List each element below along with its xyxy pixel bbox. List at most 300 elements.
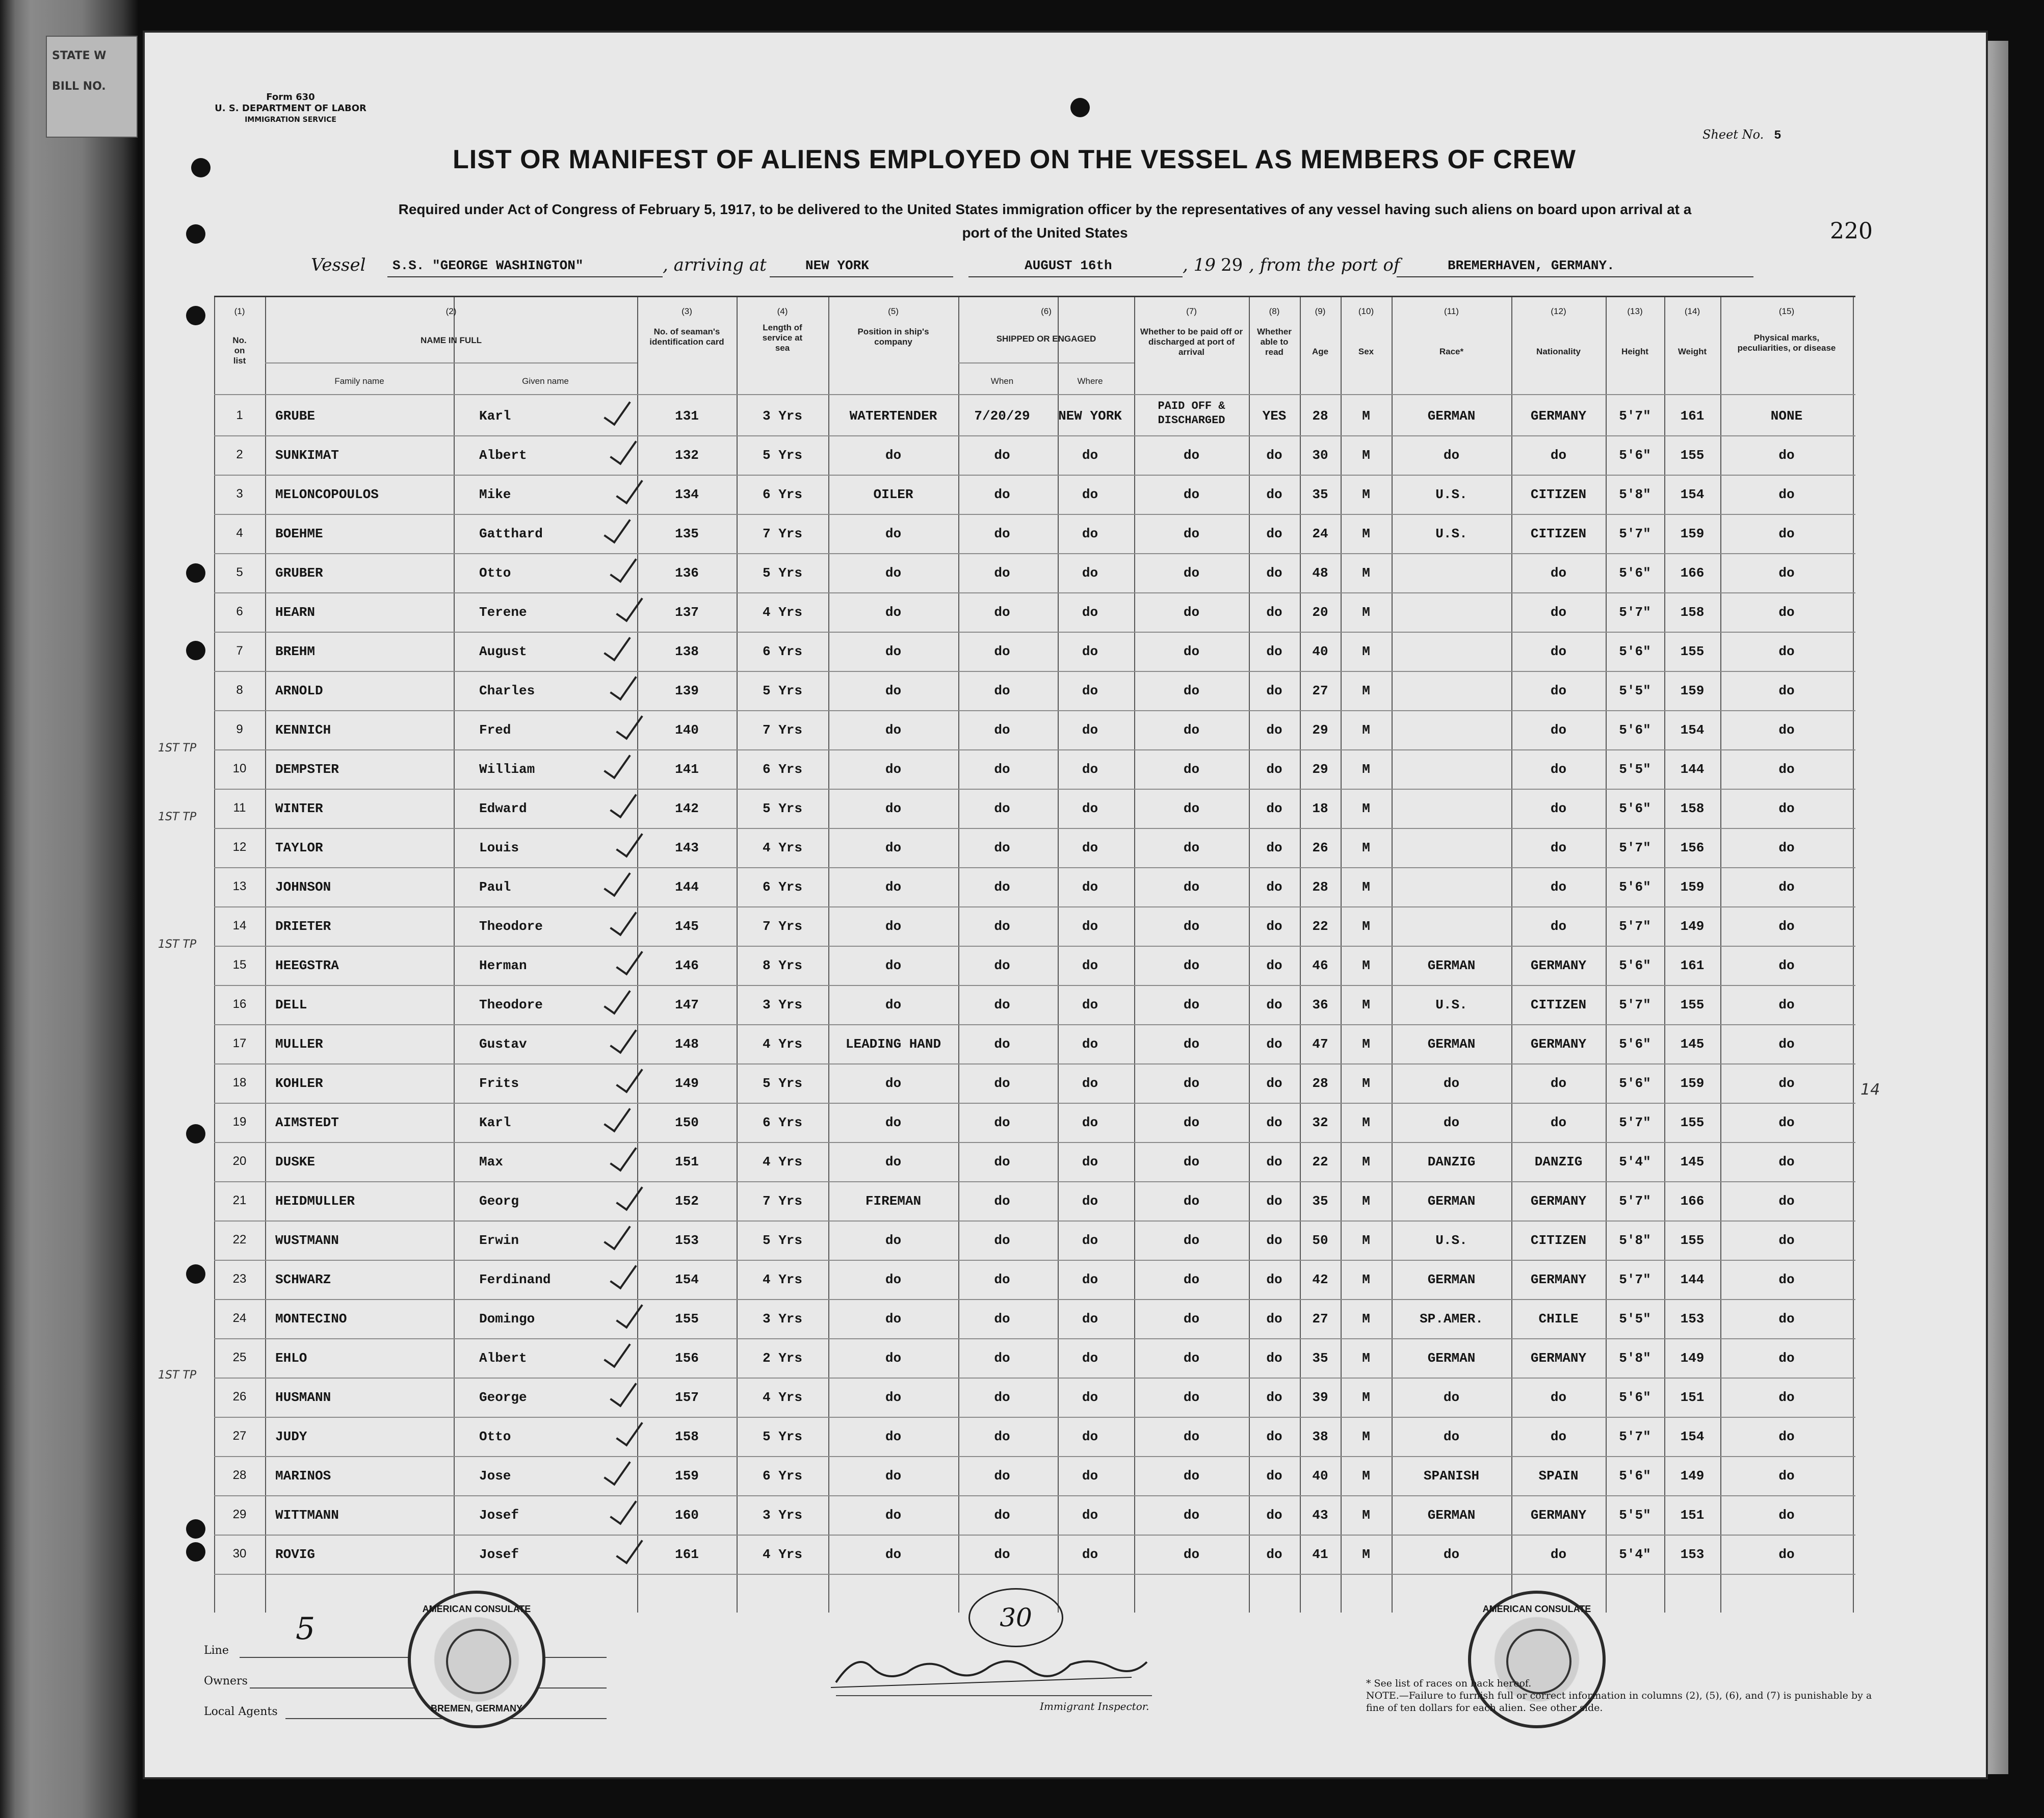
shipped-when-cell: do <box>994 1115 1010 1130</box>
family-name-cell: MULLER <box>275 1036 323 1052</box>
shipped-where-cell: do <box>1082 1036 1098 1052</box>
position-cell: do <box>885 1429 902 1444</box>
race-cell: GERMAN <box>1427 1272 1476 1287</box>
shipped-when-cell: do <box>994 801 1010 816</box>
nationality-cell: CITIZEN <box>1530 997 1587 1012</box>
family-name-cell: EHLO <box>275 1350 307 1366</box>
age-cell: 40 <box>1312 644 1328 659</box>
check-mark-icon <box>608 551 638 587</box>
able-to-read-cell: do <box>1266 487 1282 502</box>
row-number-cell: 29 <box>232 1508 247 1521</box>
position-cell: do <box>885 1508 902 1523</box>
height-cell: 5'6" <box>1619 448 1651 463</box>
nationality-cell: do <box>1550 840 1567 855</box>
header-able-to-read: Whether able to read <box>1257 327 1292 357</box>
shipped-where-cell: do <box>1082 879 1098 895</box>
weight-cell: 159 <box>1680 879 1705 895</box>
length-of-service-cell: 8 Yrs <box>762 958 802 973</box>
paid-off-cell: do <box>1183 487 1200 502</box>
shipped-when-cell: do <box>994 1429 1010 1444</box>
able-to-read-cell: do <box>1266 1154 1282 1170</box>
nationality-cell: do <box>1550 879 1567 895</box>
weight-cell: 154 <box>1680 487 1705 502</box>
check-mark-icon <box>601 1101 632 1136</box>
id-card-number-cell: 145 <box>675 919 699 934</box>
margin-note-row-14: 1ST TP <box>158 938 197 951</box>
given-name-cell: Albert <box>479 448 527 463</box>
nationality-cell: do <box>1550 762 1567 777</box>
shipped-when-cell: do <box>994 1272 1010 1287</box>
length-of-service-cell: 5 Yrs <box>762 1429 802 1444</box>
height-cell: 5'6" <box>1619 644 1651 659</box>
given-name-cell: Theodore <box>479 919 543 934</box>
family-name-cell: DELL <box>275 997 307 1012</box>
family-name-cell: JUDY <box>275 1429 307 1444</box>
id-card-number-cell: 134 <box>675 487 699 502</box>
vessel-name: S.S. "GEORGE WASHINGTON" <box>392 258 584 273</box>
weight-cell: 155 <box>1680 997 1705 1012</box>
col-num-8: (8) <box>1269 306 1280 316</box>
table-row <box>214 750 1855 790</box>
family-name-cell: BREHM <box>275 644 316 659</box>
able-to-read-cell: YES <box>1262 408 1287 424</box>
nationality-cell: CITIZEN <box>1530 526 1587 541</box>
col-num-14: (14) <box>1684 306 1700 316</box>
race-cell: GERMAN <box>1427 1508 1476 1523</box>
punch-hole <box>1070 98 1090 117</box>
race-cell: do <box>1443 1390 1460 1405</box>
sex-cell: M <box>1362 997 1370 1012</box>
row-number-cell: 5 <box>236 565 243 579</box>
paid-off-cell: do <box>1183 526 1200 541</box>
header-bottom-rule <box>214 394 1855 395</box>
weight-cell: 145 <box>1680 1036 1705 1052</box>
height-cell: 5'8" <box>1619 487 1651 502</box>
shipped-where-cell: do <box>1082 1311 1098 1327</box>
col-num-13: (13) <box>1627 306 1643 316</box>
margin-note-row-25: 1ST TP <box>158 1369 197 1382</box>
height-cell: 5'7" <box>1619 997 1651 1012</box>
physical-marks-cell: do <box>1778 722 1795 738</box>
id-card-number-cell: 160 <box>675 1508 699 1523</box>
check-mark-icon <box>608 433 638 469</box>
position-cell: do <box>885 958 902 973</box>
able-to-read-cell: do <box>1266 1311 1282 1327</box>
sex-cell: M <box>1362 1547 1370 1562</box>
shipped-when-cell: do <box>994 997 1010 1012</box>
punch-hole <box>186 224 205 244</box>
nationality-cell: CITIZEN <box>1530 487 1587 502</box>
nationality-cell: CHILE <box>1538 1311 1579 1327</box>
table-row <box>214 1025 1855 1064</box>
binder-spine <box>0 0 138 1818</box>
punch-hole <box>186 1124 205 1144</box>
check-mark-icon <box>614 590 644 626</box>
row-number-cell: 14 <box>232 919 247 932</box>
check-mark-icon <box>601 1454 632 1490</box>
shipped-when-cell: do <box>994 683 1010 698</box>
header-family-name: Family name <box>334 376 384 386</box>
able-to-read-cell: do <box>1266 448 1282 463</box>
sex-cell: M <box>1362 1233 1370 1248</box>
height-cell: 5'7" <box>1619 605 1651 620</box>
id-card-number-cell: 161 <box>675 1547 699 1562</box>
family-name-cell: HUSMANN <box>275 1390 331 1405</box>
family-name-cell: JOHNSON <box>275 879 331 895</box>
weight-cell: 156 <box>1680 840 1705 855</box>
id-card-number-cell: 151 <box>675 1154 699 1170</box>
race-cell: do <box>1443 1429 1460 1444</box>
height-cell: 5'7" <box>1619 1429 1651 1444</box>
id-card-number-cell: 158 <box>675 1429 699 1444</box>
weight-cell: 153 <box>1680 1547 1705 1562</box>
nationality-cell: GERMANY <box>1530 1350 1587 1366</box>
page-number: 220 <box>1830 218 1873 244</box>
sex-cell: M <box>1362 605 1370 620</box>
able-to-read-cell: do <box>1266 1233 1282 1248</box>
vessel-line <box>306 255 1835 280</box>
vessel-label: Vessel <box>311 255 366 275</box>
table-row <box>214 633 1855 672</box>
family-name-cell: ROVIG <box>275 1547 316 1562</box>
age-cell: 29 <box>1312 722 1328 738</box>
footnote-races: * See list of races on back hereof. <box>1366 1678 1532 1689</box>
row-number-cell: 17 <box>232 1036 247 1050</box>
table-row <box>214 593 1855 633</box>
length-of-service-cell: 6 Yrs <box>762 1115 802 1130</box>
position-cell: do <box>885 1390 902 1405</box>
given-name-cell: William <box>479 762 535 777</box>
age-cell: 22 <box>1312 1154 1328 1170</box>
age-cell: 22 <box>1312 919 1328 934</box>
header-physical-marks: Physical marks, peculiarities, or disease <box>1737 333 1836 353</box>
physical-marks-cell: do <box>1778 605 1795 620</box>
nationality-cell: do <box>1550 683 1567 698</box>
physical-marks-cell: do <box>1778 958 1795 973</box>
header-where: Where <box>1077 376 1103 386</box>
family-name-cell: KOHLER <box>275 1076 323 1091</box>
row-number-cell: 1 <box>236 408 243 422</box>
id-card-number-cell: 144 <box>675 879 699 895</box>
nationality-cell: do <box>1550 605 1567 620</box>
length-of-service-cell: 5 Yrs <box>762 565 802 581</box>
table-row <box>214 1457 1855 1496</box>
from-label: , from the port of <box>1249 255 1400 275</box>
id-card-number-cell: 154 <box>675 1272 699 1287</box>
table-row <box>214 790 1855 829</box>
given-name-cell: Albert <box>479 1350 527 1366</box>
id-card-number-cell: 159 <box>675 1468 699 1484</box>
col-num-10: (10) <box>1358 306 1374 316</box>
id-card-number-cell: 132 <box>675 448 699 463</box>
weight-cell: 155 <box>1680 448 1705 463</box>
height-cell: 5'5" <box>1619 683 1651 698</box>
check-mark-icon <box>608 904 638 940</box>
position-cell: do <box>885 1233 902 1248</box>
shipped-where-cell: do <box>1082 1390 1098 1405</box>
family-name-cell: KENNICH <box>275 722 331 738</box>
position-cell: do <box>885 1115 902 1130</box>
id-card-number-cell: 135 <box>675 526 699 541</box>
check-mark-icon <box>601 512 632 548</box>
age-cell: 40 <box>1312 1468 1328 1484</box>
given-name-cell: Josef <box>479 1508 519 1523</box>
paid-off-cell: do <box>1183 722 1200 738</box>
header-when: When <box>990 376 1014 386</box>
family-name-cell: HEIDMULLER <box>275 1193 355 1209</box>
table-row <box>214 1261 1855 1300</box>
position-cell: do <box>885 1272 902 1287</box>
row-number-cell: 30 <box>232 1547 247 1561</box>
sex-cell: M <box>1362 487 1370 502</box>
weight-cell: 149 <box>1680 1350 1705 1366</box>
paid-off-cell: do <box>1183 1115 1200 1130</box>
shipped-where-cell: do <box>1082 565 1098 581</box>
sex-cell: M <box>1362 526 1370 541</box>
col-num-11: (11) <box>1444 306 1459 316</box>
nationality-cell: do <box>1550 801 1567 816</box>
form-number: Form 630 <box>266 92 315 102</box>
family-name-cell: WITTMANN <box>275 1508 339 1523</box>
able-to-read-cell: do <box>1266 526 1282 541</box>
position-cell: FIREMAN <box>865 1193 922 1209</box>
length-of-service-cell: 6 Yrs <box>762 644 802 659</box>
height-cell: 5'6" <box>1619 1076 1651 1091</box>
shipped-when-cell: do <box>994 840 1010 855</box>
age-cell: 46 <box>1312 958 1328 973</box>
physical-marks-cell: do <box>1778 997 1795 1012</box>
row-number-cell: 6 <box>236 605 243 618</box>
id-card-number-cell: 147 <box>675 997 699 1012</box>
nationality-cell: SPAIN <box>1538 1468 1579 1484</box>
weight-cell: 161 <box>1680 958 1705 973</box>
paid-off-cell: do <box>1183 1429 1200 1444</box>
check-mark-icon <box>614 473 644 508</box>
table-row <box>214 1379 1855 1418</box>
shipped-when-cell: do <box>994 1390 1010 1405</box>
physical-marks-cell: do <box>1778 487 1795 502</box>
weight-cell: 151 <box>1680 1508 1705 1523</box>
nationality-cell: do <box>1550 1547 1567 1562</box>
id-card-number-cell: 156 <box>675 1350 699 1366</box>
shipped-where-cell: do <box>1082 1154 1098 1170</box>
shipped-when-cell: do <box>994 1233 1010 1248</box>
vessel-name-underline <box>387 276 663 277</box>
length-of-service-cell: 4 Yrs <box>762 1390 802 1405</box>
table-row <box>214 436 1855 476</box>
shipped-when-cell: do <box>994 1154 1010 1170</box>
family-name-cell: MONTECINO <box>275 1311 347 1327</box>
shipped-where-cell: do <box>1082 644 1098 659</box>
footnotes <box>1366 1677 1876 1714</box>
shipped-when-cell: do <box>994 448 1010 463</box>
race-cell: GERMAN <box>1427 958 1476 973</box>
shipped-where-cell: do <box>1082 1429 1098 1444</box>
arrival-year: 29 <box>1221 255 1243 275</box>
paid-off-cell: do <box>1183 1036 1200 1052</box>
sheet-label: Sheet No. <box>1702 127 1764 142</box>
able-to-read-cell: do <box>1266 997 1282 1012</box>
arrival-date: AUGUST 16th <box>1025 258 1112 273</box>
sheet-number <box>1702 127 1781 143</box>
position-cell: do <box>885 683 902 698</box>
nationality-cell: GERMANY <box>1530 1193 1587 1209</box>
form-department: U. S. DEPARTMENT OF LABOR <box>215 103 366 114</box>
row-number-cell: 7 <box>236 644 243 658</box>
age-cell: 42 <box>1312 1272 1328 1287</box>
paid-off-cell: do <box>1183 1547 1200 1562</box>
paid-off-cell: do <box>1183 801 1200 816</box>
shipped-when-cell: do <box>994 722 1010 738</box>
table-row <box>214 868 1855 907</box>
nationality-cell: GERMANY <box>1530 1508 1587 1523</box>
height-cell: 5'6" <box>1619 1390 1651 1405</box>
length-of-service-cell: 4 Yrs <box>762 1272 802 1287</box>
nationality-cell: do <box>1550 1076 1567 1091</box>
position-cell: do <box>885 1076 902 1091</box>
family-name-cell: GRUBER <box>275 565 323 581</box>
check-mark-icon <box>608 787 638 822</box>
physical-marks-cell: do <box>1778 1272 1795 1287</box>
check-mark-icon <box>601 747 632 783</box>
shipped-where-cell: do <box>1082 1547 1098 1562</box>
form-info <box>214 92 367 125</box>
shipped-where-cell: do <box>1082 526 1098 541</box>
height-cell: 5'7" <box>1619 840 1651 855</box>
weight-cell: 166 <box>1680 565 1705 581</box>
weight-cell: 159 <box>1680 526 1705 541</box>
year-prefix: , 19 <box>1183 255 1216 275</box>
seal-left-top-text: AMERICAN CONSULATE <box>422 1604 531 1614</box>
physical-marks-cell: do <box>1778 762 1795 777</box>
family-name-cell: WUSTMANN <box>275 1233 339 1248</box>
given-name-cell: George <box>479 1390 527 1405</box>
physical-marks-cell: do <box>1778 683 1795 698</box>
given-name-cell: Otto <box>479 1429 511 1444</box>
form-service: IMMIGRATION SERVICE <box>245 116 336 124</box>
shipped-when-cell: do <box>994 1193 1010 1209</box>
able-to-read-cell: do <box>1266 1429 1282 1444</box>
paid-off-cell: do <box>1183 1076 1200 1091</box>
row-number-cell: 9 <box>236 722 243 736</box>
shipped-where-cell: do <box>1082 1233 1098 1248</box>
footer-line-mark: 5 <box>296 1611 316 1647</box>
length-of-service-cell: 3 Yrs <box>762 1508 802 1523</box>
physical-marks-cell: do <box>1778 1468 1795 1484</box>
physical-marks-cell: do <box>1778 919 1795 934</box>
race-cell: U.S. <box>1435 997 1468 1012</box>
given-name-cell: Gatthard <box>479 526 543 541</box>
row-rule <box>214 1574 1855 1575</box>
height-cell: 5'6" <box>1619 1468 1651 1484</box>
height-cell: 5'4" <box>1619 1547 1651 1562</box>
length-of-service-cell: 7 Yrs <box>762 919 802 934</box>
shipped-subheader-rule <box>958 362 1134 363</box>
paid-off-cell: do <box>1183 1311 1200 1327</box>
table-row <box>214 829 1855 868</box>
age-cell: 27 <box>1312 1311 1328 1327</box>
paid-off-cell: do <box>1183 1233 1200 1248</box>
col-num-2: (2) <box>446 306 457 316</box>
physical-marks-cell: do <box>1778 1350 1795 1366</box>
row-number-cell: 26 <box>232 1390 247 1404</box>
shipped-when-cell: do <box>994 1508 1010 1523</box>
row-number-cell: 23 <box>232 1272 247 1286</box>
table-row <box>214 1339 1855 1379</box>
physical-marks-cell: do <box>1778 565 1795 581</box>
sex-cell: M <box>1362 1272 1370 1287</box>
physical-marks-cell: do <box>1778 1154 1795 1170</box>
age-cell: 38 <box>1312 1429 1328 1444</box>
punch-hole <box>186 641 205 660</box>
id-card-number-cell: 137 <box>675 605 699 620</box>
age-cell: 35 <box>1312 1193 1328 1209</box>
col-num-1: (1) <box>234 306 245 316</box>
id-card-number-cell: 142 <box>675 801 699 816</box>
shipped-when-cell: do <box>994 605 1010 620</box>
position-cell: do <box>885 1311 902 1327</box>
arrival-port: NEW YORK <box>805 258 869 273</box>
weight-cell: 155 <box>1680 644 1705 659</box>
id-card-number-cell: 148 <box>675 1036 699 1052</box>
table-row <box>214 907 1855 947</box>
header-length-of-service: Length of service at sea <box>762 323 803 353</box>
nationality-cell: GERMANY <box>1530 958 1587 973</box>
weight-cell: 144 <box>1680 762 1705 777</box>
given-name-cell: August <box>479 644 527 659</box>
race-cell: U.S. <box>1435 1233 1468 1248</box>
able-to-read-cell: do <box>1266 1115 1282 1130</box>
physical-marks-cell: do <box>1778 840 1795 855</box>
given-name-cell: Edward <box>479 801 527 816</box>
paid-off-cell: do <box>1183 1272 1200 1287</box>
header-weight: Weight <box>1678 347 1707 356</box>
weight-cell: 161 <box>1680 408 1705 424</box>
age-cell: 36 <box>1312 997 1328 1012</box>
length-of-service-cell: 5 Yrs <box>762 448 802 463</box>
header-position: Position in ship's company <box>857 327 929 347</box>
physical-marks-cell: do <box>1778 1076 1795 1091</box>
given-name-cell: Theodore <box>479 997 543 1012</box>
col-num-3: (3) <box>682 306 692 316</box>
able-to-read-cell: do <box>1266 1076 1282 1091</box>
sex-cell: M <box>1362 722 1370 738</box>
weight-cell: 158 <box>1680 605 1705 620</box>
shipped-where-cell: do <box>1082 801 1098 816</box>
weight-cell: 153 <box>1680 1311 1705 1327</box>
stub-line-1: STATE W <box>52 49 107 62</box>
paid-off-cell: do <box>1183 879 1200 895</box>
row-number-cell: 10 <box>232 762 247 775</box>
given-name-cell: Charles <box>479 683 535 698</box>
physical-marks-cell: do <box>1778 1036 1795 1052</box>
col-num-4: (4) <box>777 306 788 316</box>
able-to-read-cell: do <box>1266 1547 1282 1562</box>
arriving-label: , arriving at <box>663 255 767 275</box>
shipped-where-cell: do <box>1082 1115 1098 1130</box>
able-to-read-cell: do <box>1266 1272 1282 1287</box>
position-cell: do <box>885 1468 902 1484</box>
row-number-cell: 4 <box>236 526 243 540</box>
age-cell: 43 <box>1312 1508 1328 1523</box>
header-sex: Sex <box>1358 347 1374 356</box>
able-to-read-cell: do <box>1266 1390 1282 1405</box>
paid-off-cell: do <box>1183 1390 1200 1405</box>
age-cell: 24 <box>1312 526 1328 541</box>
race-cell: do <box>1443 1076 1460 1091</box>
family-name-cell: MARINOS <box>275 1468 331 1484</box>
weight-cell: 166 <box>1680 1193 1705 1209</box>
